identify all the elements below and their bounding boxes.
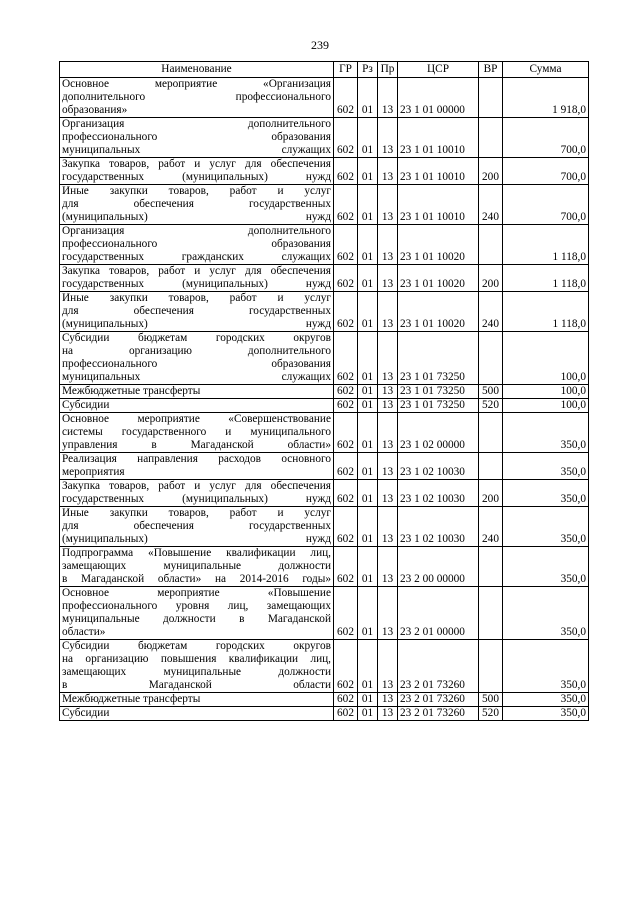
header-vr: ВР <box>479 62 503 78</box>
table-row <box>60 118 589 158</box>
cell-csr: 23 2 00 00000 <box>398 547 479 587</box>
cell-rz: 01 <box>358 332 378 385</box>
cell-vr <box>479 118 503 158</box>
cell-vr <box>479 640 503 693</box>
name-line: государственных (муниципальных) нужд <box>62 493 331 505</box>
name-line: профессионального образования <box>62 131 331 143</box>
table-row <box>60 332 589 385</box>
cell-rz: 01 <box>358 413 378 453</box>
cell-gr: 602 <box>334 707 358 721</box>
cell-name <box>60 332 334 385</box>
cell-name <box>60 185 334 225</box>
table-row <box>60 225 589 265</box>
name-line: Организация дополнительного <box>62 225 331 237</box>
cell-gr: 602 <box>334 385 358 399</box>
cell-sum: 350,0 <box>503 480 589 507</box>
table-row <box>60 185 589 225</box>
table-row <box>60 453 589 480</box>
cell-rz: 01 <box>358 158 378 185</box>
name-line: образования» <box>62 104 128 116</box>
cell-vr <box>479 225 503 265</box>
name-line: Основное мероприятие «Организация <box>62 78 331 90</box>
cell-rz: 01 <box>358 587 378 640</box>
cell-vr: 200 <box>479 480 503 507</box>
cell-vr: 240 <box>479 185 503 225</box>
header-gr: ГР <box>334 62 358 78</box>
cell-pr: 13 <box>378 413 398 453</box>
name-line: Субсидии бюджетам городских округов <box>62 332 331 344</box>
cell-vr: 520 <box>479 707 503 721</box>
cell-sum: 100,0 <box>503 332 589 385</box>
cell-sum: 350,0 <box>503 693 589 707</box>
cell-pr: 13 <box>378 587 398 640</box>
table-row <box>60 158 589 185</box>
cell-rz: 01 <box>358 693 378 707</box>
table-row <box>60 413 589 453</box>
name-line: профессионального образования <box>62 238 331 250</box>
cell-gr: 602 <box>334 547 358 587</box>
name-line: в Магаданской области <box>62 679 331 691</box>
name-line: дополнительного профессионального <box>62 91 331 103</box>
cell-sum: 350,0 <box>503 640 589 693</box>
table-row <box>60 640 589 693</box>
cell-pr: 13 <box>378 225 398 265</box>
budget-table <box>59 61 589 721</box>
cell-rz: 01 <box>358 292 378 332</box>
cell-rz: 01 <box>358 225 378 265</box>
cell-rz: 01 <box>358 707 378 721</box>
table-row <box>60 78 589 118</box>
cell-csr: 23 2 01 73260 <box>398 640 479 693</box>
cell-csr: 23 1 02 10030 <box>398 507 479 547</box>
cell-rz: 01 <box>358 399 378 413</box>
header-name: Наименование <box>60 62 334 78</box>
name-line: Межбюджетные трансферты <box>62 693 201 705</box>
cell-pr: 13 <box>378 399 398 413</box>
cell-vr <box>479 413 503 453</box>
cell-vr <box>479 78 503 118</box>
name-line: области» <box>62 626 106 638</box>
cell-rz: 01 <box>358 118 378 158</box>
cell-sum: 700,0 <box>503 158 589 185</box>
header-pr: Пр <box>378 62 398 78</box>
cell-vr: 200 <box>479 265 503 292</box>
cell-gr: 602 <box>334 587 358 640</box>
name-line: муниципальные должности в Магаданской <box>62 613 331 625</box>
cell-sum: 100,0 <box>503 385 589 399</box>
cell-csr: 23 1 01 10010 <box>398 158 479 185</box>
cell-sum: 100,0 <box>503 399 589 413</box>
name-line: в Магаданской области» на 2014-2016 годы» <box>62 573 331 585</box>
table-row <box>60 265 589 292</box>
name-line: (муниципальных) нужд <box>62 533 331 545</box>
name-line: (муниципальных) нужд <box>62 318 331 330</box>
cell-gr: 602 <box>334 693 358 707</box>
cell-csr: 23 1 01 10010 <box>398 185 479 225</box>
cell-sum: 1 918,0 <box>503 78 589 118</box>
cell-rz: 01 <box>358 453 378 480</box>
cell-vr: 520 <box>479 399 503 413</box>
cell-rz: 01 <box>358 640 378 693</box>
cell-csr: 23 1 01 73250 <box>398 332 479 385</box>
name-line: Межбюджетные трансферты <box>62 385 201 397</box>
name-line: Субсидии <box>62 399 110 411</box>
cell-gr: 602 <box>334 507 358 547</box>
name-line: муниципальных служащих <box>62 144 331 156</box>
cell-pr: 13 <box>378 453 398 480</box>
cell-gr: 602 <box>334 640 358 693</box>
cell-sum: 350,0 <box>503 547 589 587</box>
cell-name <box>60 507 334 547</box>
cell-sum: 1 118,0 <box>503 292 589 332</box>
name-line: Иные закупки товаров, работ и услуг <box>62 185 331 197</box>
cell-pr: 13 <box>378 292 398 332</box>
cell-pr: 13 <box>378 118 398 158</box>
cell-sum: 1 118,0 <box>503 225 589 265</box>
cell-gr: 602 <box>334 480 358 507</box>
cell-name <box>60 225 334 265</box>
table-row <box>60 399 589 413</box>
cell-rz: 01 <box>358 547 378 587</box>
name-line: Подпрограмма «Повышение квалификации лиц, <box>62 547 331 559</box>
name-line: Основное мероприятие «Совершенствование <box>62 413 331 425</box>
cell-name <box>60 640 334 693</box>
table-body <box>60 78 589 721</box>
cell-gr: 602 <box>334 332 358 385</box>
cell-sum: 1 118,0 <box>503 265 589 292</box>
cell-vr: 240 <box>479 507 503 547</box>
cell-gr: 602 <box>334 185 358 225</box>
cell-name <box>60 158 334 185</box>
name-line: Субсидии бюджетам городских округов <box>62 640 331 652</box>
cell-pr: 13 <box>378 693 398 707</box>
cell-pr: 13 <box>378 640 398 693</box>
name-line: Организация дополнительного <box>62 118 331 130</box>
cell-gr: 602 <box>334 292 358 332</box>
cell-vr: 200 <box>479 158 503 185</box>
cell-pr: 13 <box>378 332 398 385</box>
cell-sum: 350,0 <box>503 413 589 453</box>
cell-gr: 602 <box>334 453 358 480</box>
page-number: 239 <box>311 38 329 52</box>
name-line: для обеспечения государственных <box>62 520 331 532</box>
cell-name <box>60 547 334 587</box>
cell-csr: 23 1 01 10020 <box>398 225 479 265</box>
name-line: профессионального уровня лиц, замещающих <box>62 600 331 612</box>
name-line: Закупка товаров, работ и услуг для обеспечения <box>62 158 331 170</box>
name-line: мероприятия <box>62 466 125 478</box>
table-row <box>60 385 589 399</box>
table-header-row <box>60 62 589 78</box>
name-line: Иные закупки товаров, работ и услуг <box>62 507 331 519</box>
cell-csr: 23 2 01 73260 <box>398 693 479 707</box>
name-line: для обеспечения государственных <box>62 305 331 317</box>
cell-gr: 602 <box>334 399 358 413</box>
cell-pr: 13 <box>378 480 398 507</box>
cell-vr <box>479 547 503 587</box>
cell-rz: 01 <box>358 385 378 399</box>
cell-name <box>60 292 334 332</box>
cell-vr: 240 <box>479 292 503 332</box>
name-line: на организацию дополнительного <box>62 345 331 357</box>
cell-pr: 13 <box>378 78 398 118</box>
name-line: управления в Магаданской области» <box>62 439 331 451</box>
cell-gr: 602 <box>334 78 358 118</box>
cell-name <box>60 385 334 399</box>
name-line: Иные закупки товаров, работ и услуг <box>62 292 331 304</box>
cell-gr: 602 <box>334 158 358 185</box>
cell-vr <box>479 587 503 640</box>
name-line: системы государственного и муниципального <box>62 426 331 438</box>
cell-name <box>60 265 334 292</box>
name-line: муниципальных служащих <box>62 371 331 383</box>
name-line: государственных гражданских служащих <box>62 251 331 263</box>
cell-csr: 23 2 01 00000 <box>398 587 479 640</box>
cell-rz: 01 <box>358 507 378 547</box>
table-row <box>60 292 589 332</box>
cell-name <box>60 693 334 707</box>
name-line: для обеспечения государственных <box>62 198 331 210</box>
cell-sum: 350,0 <box>503 707 589 721</box>
cell-name <box>60 78 334 118</box>
cell-gr: 602 <box>334 265 358 292</box>
cell-gr: 602 <box>334 118 358 158</box>
cell-csr: 23 1 01 10020 <box>398 265 479 292</box>
name-line: замещающих муниципальные должности <box>62 666 331 678</box>
cell-pr: 13 <box>378 507 398 547</box>
cell-sum: 350,0 <box>503 587 589 640</box>
cell-pr: 13 <box>378 385 398 399</box>
name-line: Субсидии <box>62 707 110 719</box>
cell-csr: 23 1 02 00000 <box>398 413 479 453</box>
cell-name <box>60 413 334 453</box>
name-line: государственных (муниципальных) нужд <box>62 278 331 290</box>
name-line: на организацию повышения квалификации лиц, <box>62 653 331 665</box>
cell-vr: 500 <box>479 693 503 707</box>
cell-vr <box>479 453 503 480</box>
cell-name <box>60 480 334 507</box>
cell-name <box>60 587 334 640</box>
cell-csr: 23 1 02 10030 <box>398 453 479 480</box>
cell-csr: 23 2 01 73260 <box>398 707 479 721</box>
name-line: Закупка товаров, работ и услуг для обеспечения <box>62 265 331 277</box>
cell-csr: 23 1 02 10030 <box>398 480 479 507</box>
cell-sum: 350,0 <box>503 453 589 480</box>
cell-sum: 700,0 <box>503 185 589 225</box>
cell-sum: 700,0 <box>503 118 589 158</box>
header-csr: ЦСР <box>398 62 479 78</box>
table-row <box>60 587 589 640</box>
cell-csr: 23 1 01 73250 <box>398 399 479 413</box>
cell-vr <box>479 332 503 385</box>
table-row <box>60 480 589 507</box>
cell-name <box>60 118 334 158</box>
cell-rz: 01 <box>358 480 378 507</box>
cell-name <box>60 399 334 413</box>
name-line: Основное мероприятие «Повышение <box>62 587 331 599</box>
name-line: Реализация направления расходов основного <box>62 453 331 465</box>
header-rz: Рз <box>358 62 378 78</box>
cell-sum: 350,0 <box>503 507 589 547</box>
cell-csr: 23 1 01 10010 <box>398 118 479 158</box>
table-row <box>60 707 589 721</box>
cell-gr: 602 <box>334 225 358 265</box>
cell-pr: 13 <box>378 158 398 185</box>
table-row <box>60 507 589 547</box>
cell-pr: 13 <box>378 707 398 721</box>
cell-name <box>60 707 334 721</box>
name-line: (муниципальных) нужд <box>62 211 331 223</box>
name-line: государственных (муниципальных) нужд <box>62 171 331 183</box>
cell-vr: 500 <box>479 385 503 399</box>
cell-rz: 01 <box>358 185 378 225</box>
name-line: замещающих муниципальные должности <box>62 560 331 572</box>
cell-rz: 01 <box>358 265 378 292</box>
table-row <box>60 547 589 587</box>
cell-pr: 13 <box>378 265 398 292</box>
header-sum: Сумма <box>503 62 589 78</box>
cell-rz: 01 <box>358 78 378 118</box>
cell-csr: 23 1 01 73250 <box>398 385 479 399</box>
cell-name <box>60 453 334 480</box>
cell-pr: 13 <box>378 547 398 587</box>
cell-pr: 13 <box>378 185 398 225</box>
cell-csr: 23 1 01 10020 <box>398 292 479 332</box>
table-row <box>60 693 589 707</box>
cell-csr: 23 1 01 00000 <box>398 78 479 118</box>
name-line: Закупка товаров, работ и услуг для обеспечения <box>62 480 331 492</box>
name-line: профессионального образования <box>62 358 331 370</box>
cell-gr: 602 <box>334 413 358 453</box>
